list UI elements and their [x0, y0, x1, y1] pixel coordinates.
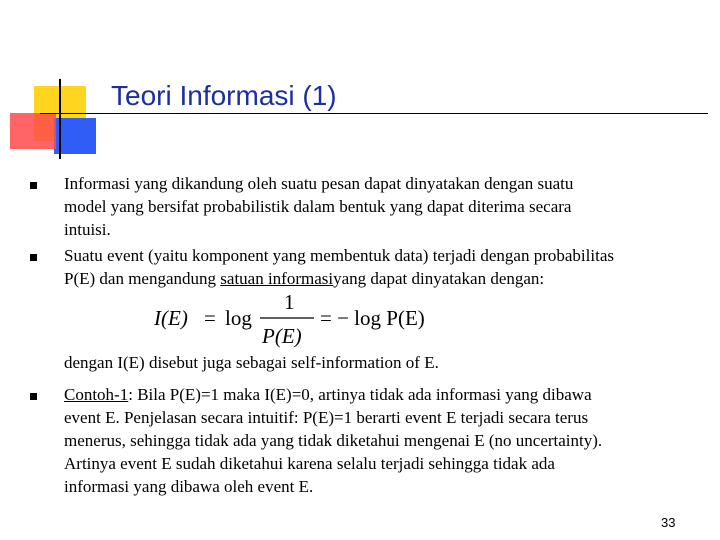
bullet-2-line-2-start: P(E) dan mengandung: [64, 269, 221, 288]
formula-lhs: I(E): [154, 306, 188, 330]
bullet-1-line-2: model yang bersifat probabilistik dalam bentuk yang dapat diterima secara: [64, 197, 572, 216]
bullet-3-line-4: Artinya event E sudah diketahui karena selalu terjadi sehingga tidak ada: [64, 454, 555, 473]
bullet-1-text: [64, 172, 716, 241]
bullet-3-line-3: menerus, sehingga tidak ada yang tidak diketahui mengenai E (no uncertainty).: [64, 431, 603, 450]
square-bullet-icon: [30, 254, 37, 261]
formula-log: log: [225, 306, 252, 330]
contoh-1-link[interactable]: Contoh-1: [64, 385, 129, 404]
square-bullet-icon: [30, 182, 37, 189]
deco-red-block: [10, 113, 56, 149]
self-information-formula: [150, 290, 450, 350]
satuan-informasi-term: satuan informasi: [220, 269, 334, 288]
bullet-2-line-1: Suatu event (yaitu komponent yang membentuk data) terjadi dengan probabilitas: [64, 246, 614, 265]
bullet-2-after-formula: dengan I(E) disebut juga sebagai self-information of E.: [64, 353, 439, 372]
square-bullet-icon: [30, 393, 37, 400]
formula-numerator: 1: [284, 290, 295, 314]
page-number: 33: [661, 515, 676, 530]
bullet-1-line-1: Informasi yang dikandung oleh suatu pesan dapat dinyatakan dengan suatu: [64, 174, 574, 193]
bullet-1-line-3: intuisi.: [64, 220, 111, 239]
formula-denominator: P(E): [262, 324, 302, 348]
bullet-3-line-5: informasi yang dibawa oleh event E.: [64, 477, 314, 496]
formula-equals: =: [204, 306, 216, 330]
bullet-2-line-2: [64, 267, 716, 290]
formula-rhs: = − log P(E): [320, 306, 425, 330]
bullet-2-line-2-end: yang dapat dinyatakan dengan:: [333, 269, 545, 288]
bullet-3-text: [64, 383, 716, 498]
deco-vertical-line: [59, 79, 61, 159]
bullet-3-line-1-rest: : Bila P(E)=1 maka I(E)=0, artinya tidak ada informasi yang dibawa: [128, 385, 592, 404]
bullet-2-text: [64, 244, 716, 290]
deco-horizontal-line: [40, 113, 708, 114]
bullet-3-line-1: [64, 383, 716, 406]
bullet-3-line-2: event E. Penjelasan secara intuitif: P(E)=1 berarti event E terjadi secara terus: [64, 408, 589, 427]
slide-title: Teori Informasi (1): [111, 80, 337, 111]
